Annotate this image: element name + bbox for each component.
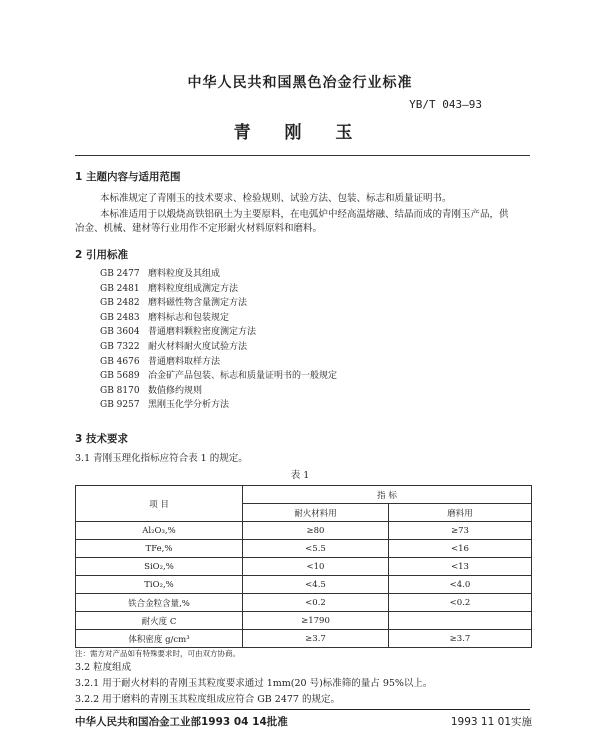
org-title: 中华人民共和国黑色冶金行业标准 — [187, 75, 413, 91]
reference-item: GB 2477 磨料粒度及其组成 — [100, 269, 221, 279]
table-1 — [75, 485, 532, 648]
section-3-heading: 3 技术要求 — [75, 433, 128, 445]
row-item: Al₂O₃,% — [76, 522, 243, 540]
reference-item: GB 2482 磨料磁性物含量测定方法 — [100, 298, 248, 309]
table-row — [76, 612, 532, 630]
row-abrasive: <13 — [389, 558, 532, 576]
header-abrasive: 磨料用 — [389, 504, 532, 522]
table-header-row — [76, 486, 532, 504]
clause-3-1: 3.1 青刚玉理化指标应符合表 1 的规定。 — [75, 453, 248, 464]
row-abrasive: <0.2 — [389, 594, 532, 612]
row-refractory: <4.5 — [243, 576, 389, 594]
row-refractory: <0.2 — [243, 594, 389, 612]
header-refractory: 耐火材料用 — [243, 504, 389, 522]
row-refractory: ≥3.7 — [243, 630, 389, 648]
table-row — [76, 594, 532, 612]
table-row — [76, 540, 532, 558]
row-item: 体积密度 g/cm³ — [76, 630, 243, 648]
row-item: TFe,% — [76, 540, 243, 558]
row-abrasive: <16 — [389, 540, 532, 558]
row-abrasive: ≥3.7 — [389, 630, 532, 648]
reference-item: GB 2483 磨料标志和包装规定 — [100, 312, 230, 323]
section-1-para-3: 冶金、机械、建材等行业用作不定形耐火材料原料和磨料。 — [75, 223, 323, 234]
section-1-para-1: 本标准规定了青刚玉的技术要求、检验规则、试验方法、包装、标志和质量证明书。 — [100, 193, 452, 204]
row-abrasive — [389, 612, 532, 630]
document-title: 青 刚 玉 — [233, 123, 367, 143]
table-row — [76, 630, 532, 648]
standard-number: YB/T 043—93 — [409, 98, 482, 111]
row-item: 铁合金粒含量,% — [76, 594, 243, 612]
table-note: 注：需方对产品如有特殊要求时，可由双方协商。 — [75, 649, 240, 658]
table-row — [76, 558, 532, 576]
table-row — [76, 522, 532, 540]
header-item: 项 目 — [76, 486, 243, 522]
row-abrasive: <4.0 — [389, 576, 532, 594]
reference-item: GB 8170 数值修约规则 — [100, 385, 203, 396]
row-refractory: ≥80 — [243, 522, 389, 540]
row-item: TiO₂,% — [76, 576, 243, 594]
reference-item: GB 2481 磨料粒度组成测定方法 — [100, 283, 239, 294]
row-item: 耐火度 C — [76, 612, 243, 630]
row-abrasive: ≥73 — [389, 522, 532, 540]
clause-3-2: 3.2 粒度组成 — [75, 662, 132, 673]
approval-line: 中华人民共和国冶金工业部1993 04 14批准 — [75, 716, 288, 728]
clause-3-2-2: 3.2.2 用于磨料的青刚玉其粒度组成应符合 GB 2477 的规定。 — [75, 694, 340, 705]
row-refractory: <5.5 — [243, 540, 389, 558]
row-item: SiO₂,% — [76, 558, 243, 576]
reference-item: GB 3604 普通磨料颗粒密度测定方法 — [100, 327, 257, 338]
section-1-para-2: 本标准适用于以煅烧高铁铝矾土为主要原料，在电弧炉中经高温熔融、结晶而成的青刚玉产品，供 — [100, 209, 509, 220]
reference-item: GB 7322 耐火材料耐火度试验方法 — [100, 341, 248, 352]
table-row — [76, 576, 532, 594]
row-refractory: <10 — [243, 558, 389, 576]
header-rule — [75, 155, 530, 156]
section-1-heading: 1 主题内容与适用范围 — [75, 171, 181, 183]
implementation-date: 1993 11 01实施 — [450, 716, 532, 728]
reference-item: GB 9257 黑刚玉化学分析方法 — [100, 400, 230, 411]
table-caption: 表 1 — [290, 470, 310, 481]
reference-item: GB 4676 普通磨料取样方法 — [100, 356, 221, 367]
reference-item: GB 5689 冶金矿产品包装、标志和质量证明书的一般规定 — [100, 371, 338, 382]
section-2-heading: 2 引用标准 — [75, 249, 128, 261]
reference-list — [100, 267, 337, 413]
footer-rule — [75, 709, 530, 710]
row-refractory: ≥1790 — [243, 612, 389, 630]
header-index: 指 标 — [243, 486, 532, 504]
clause-3-2-1: 3.2.1 用于耐火材料的青刚玉其粒度要求通过 1mm(20 号)标准筛的量占 95%以上。 — [75, 678, 433, 689]
